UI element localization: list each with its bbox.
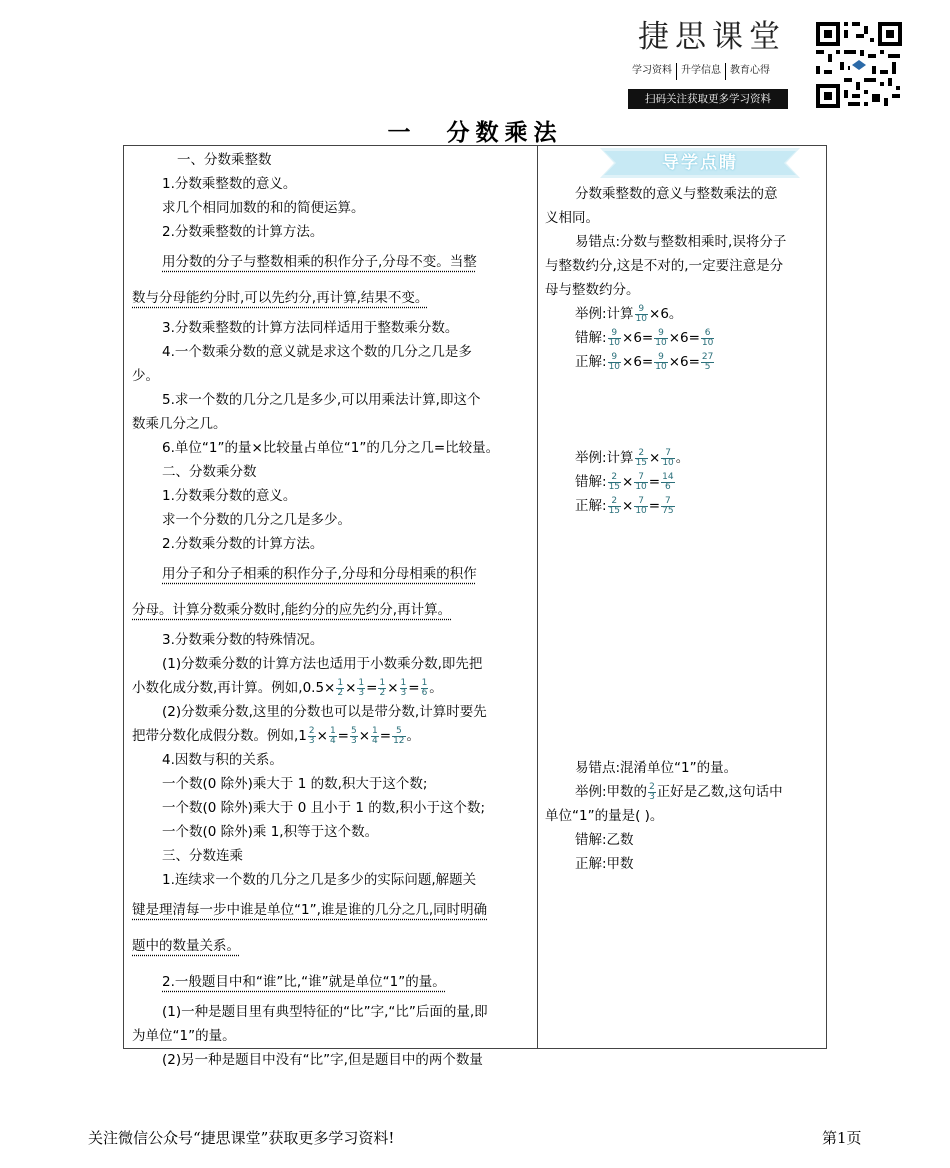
point-heading: 1.分数乘分数的意义。: [162, 488, 297, 504]
text-line: 5.求一个数的几分之几是多少,可以用乘法计算,即这个: [162, 392, 481, 408]
text-line: 一个数(0 除外)乘大于 1 的数,积大于这个数;: [162, 776, 428, 792]
text-line: 数与分母能约分时,可以先约分,再计算,结果不变。: [132, 290, 429, 306]
fraction: $\frac{2}{15}$: [635, 447, 648, 468]
example-line: [545, 780, 821, 804]
text-line: 题中的数量关系。: [132, 938, 240, 954]
text-line: 3.分数乘整数的计算方法同样适用于整数乘分数。: [162, 320, 459, 336]
text-fragment: 举例:甲数的: [575, 784, 648, 800]
wrong-solution: 错解: $\frac{2}{15}$ × $\frac{7}{10}$ = $\frac{14}{6}$: [575, 471, 674, 492]
fraction: $\frac{7}{10}$: [662, 447, 674, 468]
spacer: [545, 518, 821, 756]
brand-block: [628, 18, 793, 109]
section-heading: 二、分数乘分数: [162, 464, 257, 480]
brand-title: 捷思课堂: [638, 19, 786, 55]
wrong-solution: 错解: $\frac{9}{10}$ ×6= $\frac{9}{10}$ ×6= $\frac{6}{10}$: [575, 327, 714, 348]
text-line: 一个数(0 除外)乘 1,积等于这个数。: [162, 824, 379, 840]
page-title: [0, 114, 950, 147]
text-line: 分母。计算分数乘分数时,能约分的应先约分,再计算。: [132, 602, 452, 618]
fraction: $\frac{1}{2}$: [337, 677, 344, 698]
brand-tag: 升学信息: [681, 65, 721, 76]
brand-tag: 教育心得: [730, 65, 770, 76]
tip-line: 易错点:混淆单位“1”的量。: [575, 760, 738, 776]
tip-line: 分数乘整数的意义与整数乘法的意: [575, 186, 778, 202]
fraction: $\frac{2}{15}$: [608, 495, 621, 516]
point-heading: 2.分数乘整数的计算方法。: [162, 224, 324, 240]
fraction: $\frac{9}{10}$: [635, 303, 648, 324]
fraction: $\frac{6}{10}$: [701, 327, 714, 348]
text-line: (1)分数乘分数的计算方法也适用于小数乘分数,即先把: [162, 656, 483, 672]
tip-line: 义相同。: [545, 210, 599, 226]
fraction: $\frac{5}{12}$: [393, 725, 405, 746]
wrong-label: 错解:: [575, 474, 607, 490]
correct-solution: 正解: $\frac{9}{10}$ ×6= $\frac{9}{10}$ ×6= $\frac{27}{5}$: [575, 351, 714, 372]
text-line: 少。: [132, 368, 159, 384]
brand-tags: [628, 62, 793, 80]
fraction: $\frac{1}{4}$: [372, 725, 378, 746]
correct-solution: 正解:甲数: [575, 856, 634, 872]
chapter-title: 分数乘法: [446, 120, 563, 146]
guide-banner: [545, 148, 821, 182]
example-line: 举例:计算 $\frac{9}{10}$ ×6。: [575, 303, 683, 324]
fraction: $\frac{1}{3}$: [358, 677, 365, 698]
text-line: 一个数(0 除外)乘大于 0 且小于 1 的数,积小于这个数;: [162, 800, 486, 816]
tip-line: 母与整数约分。: [545, 282, 640, 298]
fraction: $\frac{7}{75}$: [662, 495, 674, 516]
text-line: 小数化成分数,再计算。例如,0.5× $\frac{1}{2}$ × $\frac{1}{3}$ = $\frac{1}{2}$ × $\frac{1}{3}$ = $\frac{1}{6}$ 。: [132, 677, 443, 698]
chapter-number: 一: [387, 120, 417, 146]
text-fragment: 正好是乙数,这句话中: [656, 784, 783, 800]
text-line: 求一个分数的几分之几是多少。: [162, 512, 351, 528]
brand-banner: 扫码关注获取更多学习资料: [628, 89, 788, 109]
fraction: $\frac{2}{3}$: [649, 781, 655, 802]
text-fragment: 把带分数化成假分数。例如,1: [132, 728, 307, 744]
point-heading: 3.分数乘分数的特殊情况。: [162, 632, 324, 648]
guide-title: 导学点睛: [662, 153, 738, 173]
column-divider: [537, 146, 538, 1048]
text-line: 1.连续求一个数的几分之几是多少的实际问题,解题关: [162, 872, 477, 888]
fraction: $\frac{5}{3}$: [350, 725, 357, 746]
text-line: 把带分数化成假分数。例如,1 $\frac{2}{3}$ × $\frac{1}{4}$ = $\frac{5}{3}$ × $\frac{1}{4}$ = $\frac{5}{12}$ 。: [132, 725, 421, 746]
tip-line: 单位“1”的量是( )。: [545, 808, 664, 824]
text-line: 数乘几分之几。: [132, 416, 227, 432]
text-line: 4.一个数乘分数的意义就是求这个数的几分之几是多: [162, 344, 472, 360]
fraction: $\frac{1}{6}$: [421, 677, 428, 698]
fraction: $\frac{1}{2}$: [379, 677, 386, 698]
fraction: $\frac{9}{10}$: [655, 327, 667, 348]
fraction: $\frac{2}{15}$: [608, 471, 621, 492]
fraction: $\frac{14}{6}$: [662, 471, 674, 492]
tip-line: 易错点:分数与整数相乘时,误将分子: [575, 234, 787, 250]
example-label: 举例:计算: [575, 450, 634, 466]
guide-column: [545, 146, 821, 876]
page-number: 第1页: [822, 1129, 862, 1147]
correct-label: 正解:: [575, 354, 607, 370]
qr-code-icon: [814, 20, 904, 110]
text-line: (2)分数乘分数,这里的分数也可以是带分数,计算时要先: [162, 704, 487, 720]
text-line: 6.单位“1”的量×比较量占单位“1”的几分之几=比较量。: [162, 440, 500, 456]
fraction: $\frac{27}{5}$: [701, 351, 714, 372]
example-line: 举例:计算 $\frac{2}{15}$ × $\frac{7}{10}$ 。: [575, 447, 690, 468]
fraction: $\frac{1}{3}$: [400, 677, 407, 698]
text-line: 为单位“1”的量。: [132, 1028, 236, 1044]
spacer: [545, 374, 821, 446]
fraction: $\frac{2}{3}$: [308, 725, 315, 746]
text-line: 2.一般题目中和“谁”比,“谁”就是单位“1”的量。: [162, 974, 446, 990]
correct-label: 正解:: [575, 498, 607, 514]
fraction: $\frac{9}{10}$: [608, 327, 621, 348]
footer-note: 关注微信公众号“捷思课堂”获取更多学习资料!: [88, 1129, 395, 1147]
fraction: $\frac{9}{10}$: [608, 351, 621, 372]
content-table: [123, 145, 827, 1068]
fraction: $\frac{7}{10}$: [635, 495, 647, 516]
section-heading: 三、分数连乘: [162, 848, 243, 864]
point-heading: 1.分数乘整数的意义。: [162, 176, 297, 192]
knowledge-column: [132, 148, 522, 1072]
text-line: 用分子和分子相乘的积作分子,分母和分母相乘的积作: [162, 566, 477, 582]
wrong-solution: 错解:乙数: [575, 832, 634, 848]
wrong-label: 错解:: [575, 330, 607, 346]
point-heading: 4.因数与积的关系。: [162, 752, 283, 768]
section-heading: 一、分数乘整数: [177, 152, 272, 168]
fraction: $\frac{7}{10}$: [635, 471, 647, 492]
text-line: 求几个相同加数的和的简便运算。: [162, 200, 365, 216]
text-line: 键是理清每一步中谁是单位“1”,谁是谁的几分之几,同时明确: [132, 902, 488, 918]
fraction: $\frac{1}{4}$: [329, 725, 336, 746]
text-fragment: 小数化成分数,再计算。例如,0.5×: [132, 680, 336, 696]
brand-tag: 学习资料: [632, 65, 672, 76]
point-heading: 2.分数乘分数的计算方法。: [162, 536, 324, 552]
fraction: $\frac{9}{10}$: [655, 351, 667, 372]
text-line: (2)另一种是题目中没有“比”字,但是题目中的两个数量: [162, 1052, 483, 1068]
text-line: 用分数的分子与整数相乘的积作分子,分母不变。当整: [162, 254, 477, 270]
example-label: 举例:计算: [575, 306, 634, 322]
correct-solution: 正解: $\frac{2}{15}$ × $\frac{7}{10}$ = $\frac{7}{75}$: [575, 495, 674, 516]
text-line: (1)一种是题目里有典型特征的“比”字,“比”后面的量,即: [162, 1004, 488, 1020]
tip-line: 与整数约分,这是不对的,一定要注意是分: [545, 258, 784, 274]
